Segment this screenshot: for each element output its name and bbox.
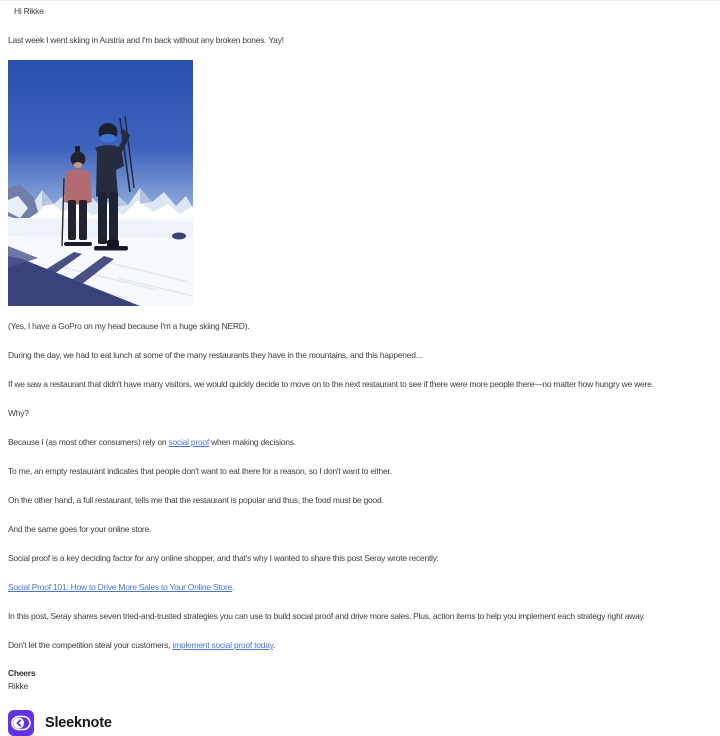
paragraph-empty-restaurant: To me, an empty restaurant indicates that people don't want to eat there for a reason, so I don't want to either. <box>8 466 392 476</box>
sleeknote-chat-bubble-back-arrow-icon <box>8 710 34 736</box>
implement-social-proof-link[interactable]: implement social proof today <box>172 640 273 650</box>
social-proof-101-article-link[interactable]: Social Proof 101: How to Drive More Sales to Your Online Store <box>8 582 233 592</box>
paragraph-full-restaurant: On the other hand, a full restaurant, tells me that the restaurant is popular and thus, the food must be good. <box>8 495 384 505</box>
paragraph-restaurant: If we saw a restaurant that didn't have many visitors, we would quickly decide to move on to the next restaurant to see if there were more people there—no matter how hungry we were. <box>8 379 654 389</box>
paragraph-same-goes: And the same goes for your online store. <box>8 524 152 534</box>
paragraph-because-post: when making decisions. <box>208 437 296 447</box>
paragraph-dont-let <box>8 640 720 650</box>
ski-photo <box>8 60 193 306</box>
paragraph-in-this-post: In this post, Seray shares seven tried-and-trusted strategies you can use to build social proof and drive more sales. Plus, action items to help you implement each strategy right away. <box>8 611 646 621</box>
paragraph-why: Why? <box>8 408 29 418</box>
signature-cheers: Cheers <box>8 668 36 678</box>
paragraph-dont-let-post: . <box>273 640 276 650</box>
signature-name: Rikke <box>8 681 29 691</box>
signature-block <box>8 667 720 693</box>
paragraph-dont-let-pre: Don't let the competition steal your customers, <box>8 640 173 650</box>
paragraph-post-link <box>8 582 720 592</box>
paragraph-lunch: During the day, we had to eat lunch at some of the many restaurants they have in the mountains, and this happened... <box>8 350 423 360</box>
paragraph-share: Social proof is a key deciding factor for any online shopper, and that's why I wanted to share this post Seray wrote recently: <box>8 553 439 563</box>
paragraph-post-link-period: . <box>232 582 235 592</box>
paragraph-gopro: (Yes, I have a GoPro on my head because I'm a huge skiing NERD). <box>8 321 250 331</box>
paragraph-because <box>8 437 720 447</box>
sleeknote-logo[interactable] <box>8 710 720 736</box>
greeting-line: Hi Rikke <box>14 6 44 16</box>
social-proof-link[interactable]: social proof <box>168 437 209 447</box>
sleeknote-brand-text: Sleeknote <box>45 715 112 731</box>
paragraph-because-pre: Because I (as most other consumers) rely on <box>8 437 169 447</box>
paragraph-intro: Last week I went skiing in Austria and I'm back without any broken bones. Yay! <box>8 35 284 45</box>
ski-photo-illustration <box>8 60 193 306</box>
